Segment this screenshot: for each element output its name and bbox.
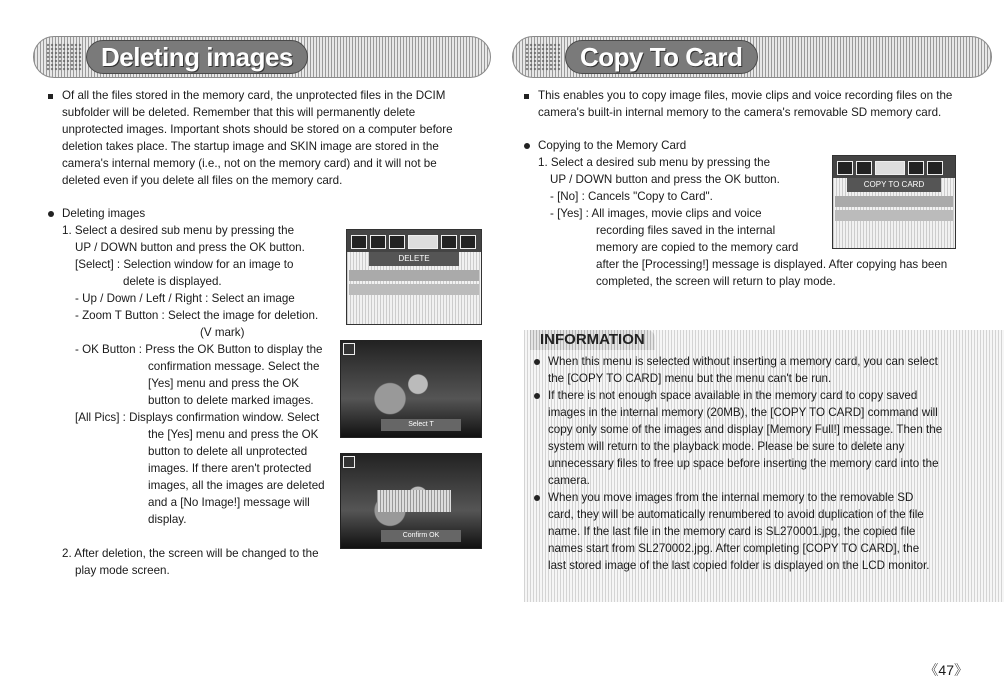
section-title: Deleting images (101, 42, 293, 72)
step-line: confirmation message. Select the (148, 360, 320, 373)
information-label: INFORMATION (530, 330, 655, 350)
step-line: UP / DOWN button and press the OK button. (550, 173, 780, 186)
info-line: name. If the last file in the memory card is SL270001.jpg, the copied file (548, 525, 916, 538)
info-item: If there is not enough space available in the memory card to copy saved (548, 388, 917, 405)
copy-menu-screen (832, 155, 956, 249)
step-line: [Yes] menu and press the OK (148, 377, 300, 390)
step-line: completed, the screen will return to play mode. (596, 275, 836, 288)
step-line: delete is displayed. (123, 275, 222, 288)
intro-line: subfolder will be deleted. Remember that this will permanently delete (62, 106, 416, 119)
confirm-delete-screen (340, 453, 482, 549)
step-line: display. (148, 513, 187, 526)
intro-line: deleted even if you delete all files on the memory card. (62, 174, 343, 187)
play-mode-icon (343, 456, 355, 468)
intro-line: Of all the files stored in the memory card, the unprotected files in the DCIM (62, 88, 445, 105)
title-dots-decoration (46, 43, 82, 71)
sub-heading: Copying to the Memory Card (538, 138, 686, 155)
step-line: - Up / Down / Left / Right : Select an image (75, 292, 295, 305)
intro-line: unprotected images. Important shots should be stored on a computer before (62, 123, 453, 136)
step-line: - [No] : Cancels "Copy to Card". (550, 190, 713, 203)
menu-icon-row (351, 233, 477, 251)
delete-menu-screen (346, 229, 482, 325)
step-line: (V mark) (200, 326, 245, 339)
info-line: the [COPY TO CARD] menu but the menu can't be run. (548, 372, 832, 385)
info-line: unnecessary files to free up space before inserting the memory card into the (548, 457, 939, 470)
information-box (524, 330, 1004, 602)
step-line: play mode screen. (75, 564, 170, 577)
setup-icon (927, 161, 943, 175)
list-icon (389, 235, 405, 249)
step-line: [All Pics] : Displays confirmation window. Select (75, 411, 320, 424)
menu-icon-row (837, 159, 951, 177)
info-item: When you move images from the internal memory to the removable SD (548, 490, 913, 507)
step-line: button to delete all unprotected (148, 445, 308, 458)
section-title: Copy To Card (580, 42, 743, 72)
info-line: images in the internal memory (20MB), the [COPY TO CARD] command will (548, 406, 938, 419)
menu-option-row (835, 196, 953, 207)
delete-tab-icon (408, 235, 438, 249)
screen-hint-bar: Select T (381, 419, 461, 431)
menu-panel (833, 178, 955, 248)
info-line: system will return to the playback mode. Please be sure to delete any (548, 440, 905, 453)
intro-line: camera's built-in internal memory to the camera's removable SD memory card. (538, 106, 942, 119)
menu-option-row (349, 284, 479, 295)
menu-option-row (835, 210, 953, 221)
step-line: 1. Select a desired sub menu by pressing the (538, 156, 771, 169)
sub-heading: Deleting images (62, 206, 145, 223)
step-line: images. If there aren't protected (148, 462, 312, 475)
print-icon (441, 235, 457, 249)
copy-tab-icon (875, 161, 905, 175)
menu-option-row (349, 270, 479, 281)
step-line: 1. Select a desired sub menu by pressing the (62, 224, 295, 237)
deleting-images-title-bar (33, 36, 491, 78)
intro-line: This enables you to copy image files, movie clips and voice recording files on the (538, 88, 952, 105)
confirm-dialog (377, 490, 451, 512)
step-line: - [Yes] : All images, movie clips and voice (550, 207, 762, 220)
select-image-screen (340, 340, 482, 438)
image-icon (856, 161, 872, 175)
intro-line: deletion takes place. The startup image and SKIN image are stored in the (62, 140, 439, 153)
screen-hint-bar: Confirm OK (381, 530, 461, 542)
step-line: the [Yes] menu and press the OK (148, 428, 319, 441)
info-line: card, they will be automatically renumbered to avoid duplication of the file (548, 508, 924, 521)
image-icon (370, 235, 386, 249)
title-pill (86, 40, 308, 74)
title-pill (565, 40, 758, 74)
play-mode-icon (343, 343, 355, 355)
step-line: and a [No Image!] message will (148, 496, 310, 509)
step-line: - Zoom T Button : Select the image for deletion. (75, 309, 319, 322)
title-dots-decoration (525, 43, 561, 71)
step-line: 2. After deletion, the screen will be changed to the (62, 547, 319, 560)
step-line: images, all the images are deleted (148, 479, 325, 492)
info-line: last stored image of the last copied folder is displayed on the LCD monitor. (548, 559, 930, 572)
menu-header: COPY TO CARD (847, 178, 941, 192)
step-line: recording files saved in the internal (596, 224, 776, 237)
info-line: names start from SL270002.jpg. After completing [COPY TO CARD], the (548, 542, 920, 555)
camera-mode-icon (837, 161, 853, 175)
step-line: memory are copied to the memory card (596, 241, 799, 254)
intro-line: camera's internal memory (i.e., not on the memory card) and it will not be (62, 157, 437, 170)
info-line: copy only some of the images and display [Memory Full!] message. Then the (548, 423, 943, 436)
step-line: after the [Processing!] message is displayed. After copying has been (596, 258, 948, 271)
print-icon (908, 161, 924, 175)
step-line: [Select] : Selection window for an image to (75, 258, 294, 271)
info-item: When this menu is selected without inserting a memory card, you can select (548, 354, 938, 371)
setup-icon (460, 235, 476, 249)
step-line: UP / DOWN button and press the OK button. (75, 241, 305, 254)
page-number: 《47》 (924, 662, 968, 678)
camera-mode-icon (351, 235, 367, 249)
info-line: camera. (548, 474, 590, 487)
copy-to-card-title-bar (512, 36, 992, 78)
menu-header: DELETE (369, 252, 459, 266)
menu-panel (347, 252, 481, 324)
step-line: - OK Button : Press the OK Button to display the (75, 343, 323, 356)
step-line: button to delete marked images. (148, 394, 314, 407)
